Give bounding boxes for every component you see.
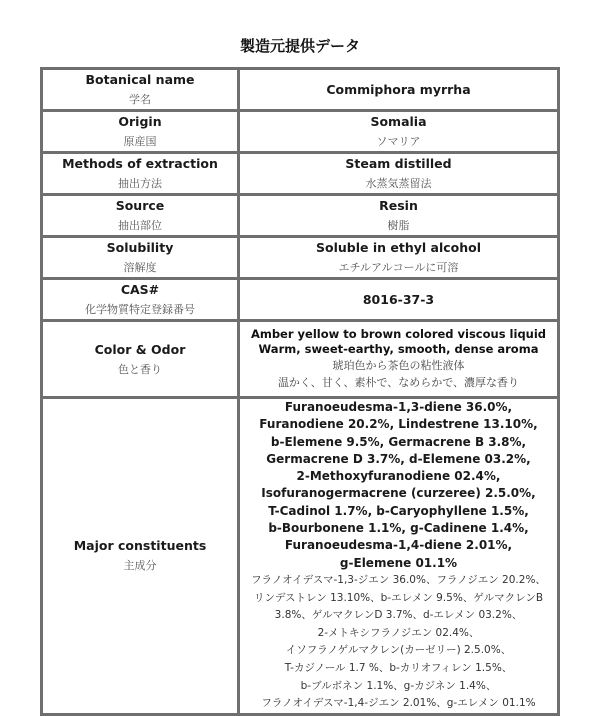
- value-ja: 水蒸気蒸留法: [365, 177, 432, 190]
- constituent-en-line: T-Cadinol 1.7%, b-Caryophyllene 1.5%,: [268, 503, 529, 518]
- color-odor-ja-line: 琥珀色から茶色の粘性液体: [332, 359, 465, 372]
- table-row-methods-of-extraction: [42, 153, 559, 195]
- constituent-en-line: Furanoeudesma-1,3-diene 36.0%,: [284, 400, 513, 414]
- value-ja: エチルアルコールに可溶: [338, 261, 459, 274]
- value-en: Steam distilled: [345, 156, 452, 171]
- label-cell: [42, 279, 239, 321]
- label-en: Source: [115, 198, 165, 213]
- value-cell: [239, 237, 559, 279]
- constituent-en-line: g-Elemene 01.1%: [339, 555, 458, 570]
- value-cell: [239, 153, 559, 195]
- label-ja: 抽出方法: [118, 177, 162, 190]
- product-data-table: [40, 67, 560, 716]
- label-cell: [42, 153, 239, 195]
- value-cell: [239, 398, 559, 715]
- value-cell: [239, 195, 559, 237]
- constituent-en-line: Germacrene D 3.7%, d-Elemene 03.2%,: [266, 451, 531, 466]
- table-row-cas-number: [42, 279, 559, 321]
- constituent-ja-line: リンデストレン 13.10%、b-エレメン 9.5%、ゲルマクレンB: [253, 591, 544, 604]
- label-ja: 溶解度: [123, 261, 157, 274]
- table-row-color-odor: [42, 321, 559, 398]
- color-odor-en-line: Warm, sweet-earthy, smooth, dense aroma: [258, 342, 539, 356]
- value-en: Commiphora myrrha: [326, 81, 471, 97]
- constituent-ja-line: フラノオイデスマ-1,4-ジエン 2.01%、g-エレメン 01.1%: [261, 697, 536, 710]
- constituent-ja-line: フラノオイデスマ-1,3-ジエン 36.0%、フラノジエン 20.2%、: [251, 573, 546, 586]
- value-en: 8016-37-3: [362, 291, 435, 307]
- constituent-ja-line: 2-メトキシフラノジエン 02.4%、: [317, 626, 480, 639]
- label-en: Methods of extraction: [62, 156, 218, 171]
- label-en: Botanical name: [85, 72, 195, 87]
- constituent-en-line: Furanodiene 20.2%, Lindestrene 13.10%,: [259, 417, 538, 432]
- constituent-ja-line: 3.8%、ゲルマクレンD 3.7%、d-エレメン 03.2%、: [274, 609, 523, 622]
- table-row-major-constituents: [42, 398, 559, 715]
- table-row-solubility: [42, 237, 559, 279]
- label-cell: [42, 398, 239, 715]
- label-en: Major constituents: [73, 538, 207, 554]
- color-odor-ja-line: 温かく、甘く、素朴で、なめらかで、濃厚な香り: [277, 376, 520, 389]
- value-cell: [239, 321, 559, 398]
- value-en: Resin: [379, 198, 418, 213]
- label-en: Color & Odor: [94, 341, 186, 357]
- value-cell: [239, 279, 559, 321]
- label-ja: 学名: [129, 93, 151, 106]
- value-en: Somalia: [370, 114, 427, 129]
- label-ja: 原産国: [123, 135, 157, 148]
- page-title: 製造元提供データ: [239, 37, 360, 55]
- value-cell: [239, 111, 559, 153]
- constituent-en-line: Isofuranogermacrene (curzeree) 2.5.0%,: [261, 486, 536, 501]
- label-en: Solubility: [106, 240, 174, 255]
- constituent-en-line: b-Bourbonene 1.1%, g-Cadinene 1.4%,: [268, 521, 529, 536]
- value-ja: ソマリア: [376, 135, 421, 148]
- label-cell: [42, 321, 239, 398]
- value-cell: [239, 69, 559, 111]
- constituent-en-line: 2-Methoxyfuranodiene 02.4%,: [296, 469, 501, 484]
- constituent-en-line: Furanoeudesma-1,4-diene 2.01%,: [284, 538, 513, 553]
- label-en: CAS#: [120, 282, 160, 297]
- table-row-botanical-name: [42, 69, 559, 111]
- value-en: Soluble in ethyl alcohol: [316, 240, 481, 255]
- table-row-source: [42, 195, 559, 237]
- constituent-ja-line: b-ブルボネン 1.1%、g-カジネン 1.4%、: [300, 679, 497, 692]
- label-en: Origin: [118, 114, 162, 129]
- constituent-ja-line: イソフラノゲルマクレン(カーゼリー) 2.5.0%、: [285, 644, 512, 657]
- color-odor-en-line: Amber yellow to brown colored viscous liquid: [250, 327, 547, 341]
- label-cell: [42, 111, 239, 153]
- constituent-en-line: b-Elemene 9.5%, Germacrene B 3.8%,: [270, 434, 527, 449]
- table-row-origin: [42, 111, 559, 153]
- label-cell: [42, 237, 239, 279]
- label-ja: 化学物質特定登録番号: [85, 303, 195, 316]
- constituent-ja-line: T-カジノール 1.7 %、b-カリオフィレン 1.5%、: [284, 661, 513, 674]
- label-ja: 色と香り: [118, 362, 162, 376]
- label-ja: 抽出部位: [118, 219, 162, 232]
- label-cell: [42, 195, 239, 237]
- label-ja: 主成分: [123, 559, 157, 573]
- label-cell: [42, 69, 239, 111]
- value-ja: 樹脂: [387, 219, 410, 232]
